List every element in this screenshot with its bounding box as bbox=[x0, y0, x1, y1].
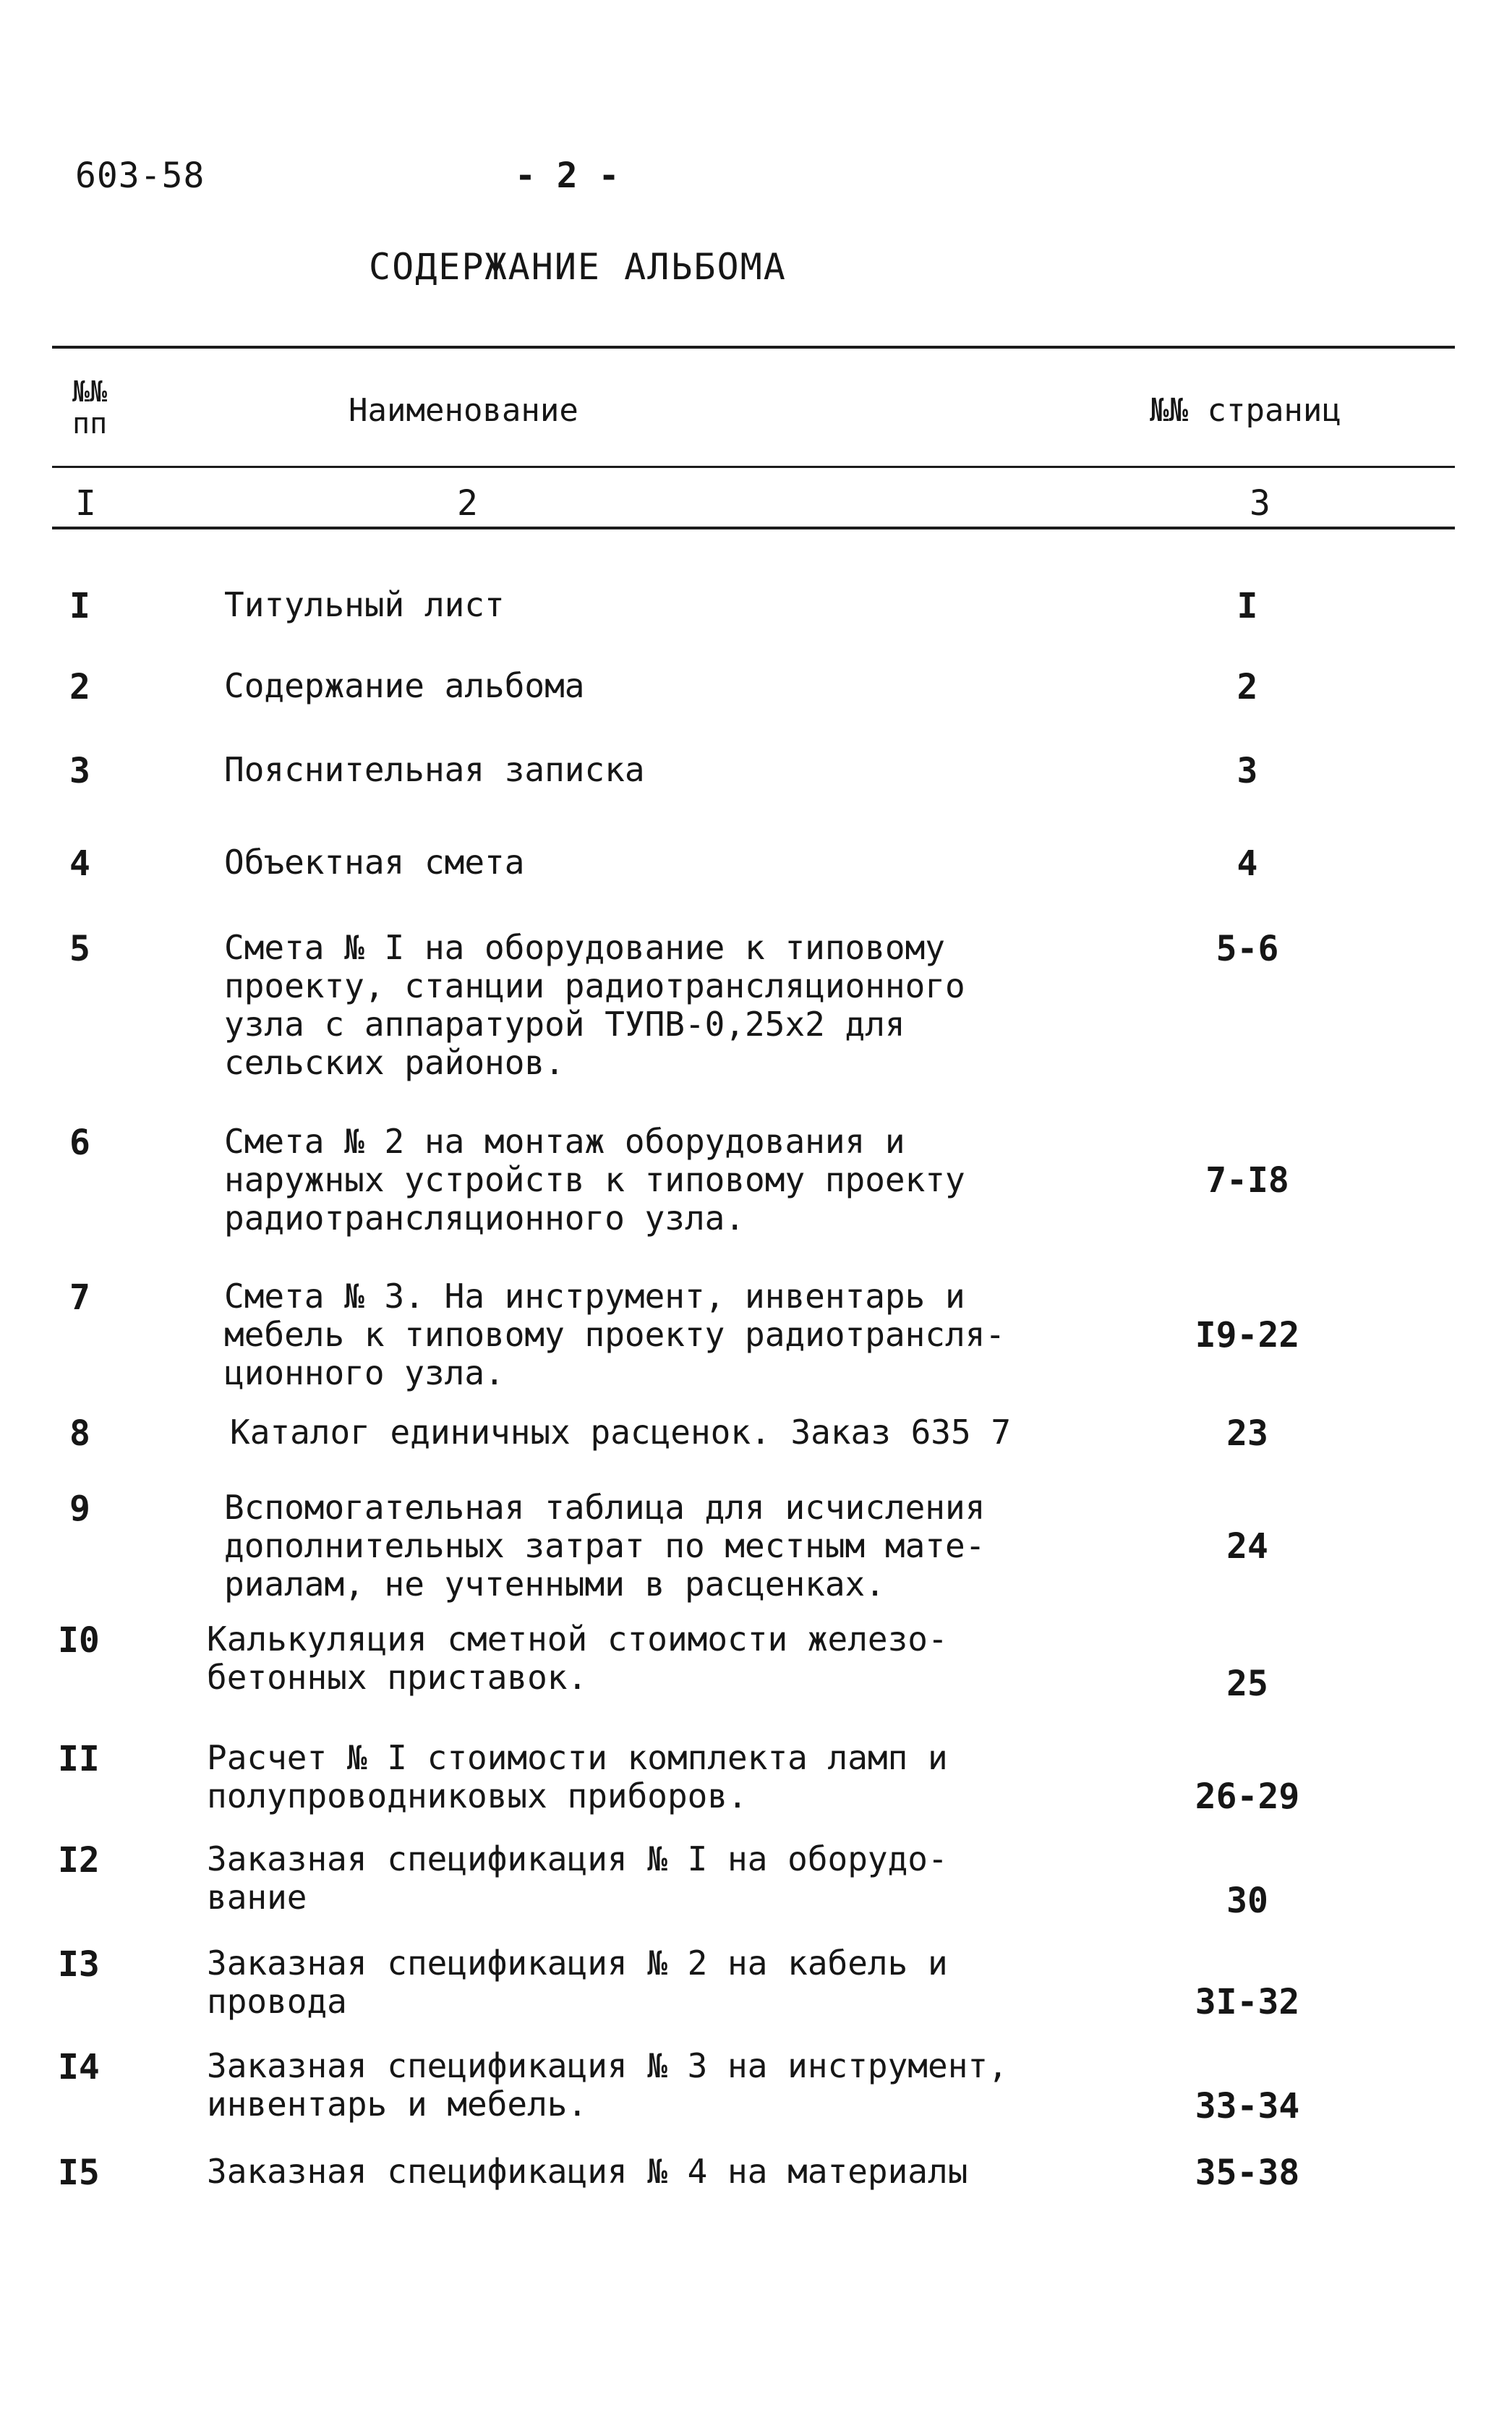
column-number-3: 3 bbox=[1250, 483, 1270, 524]
item-pages: 3I-32 bbox=[1195, 1982, 1300, 2022]
item-pages: 26-29 bbox=[1195, 1776, 1300, 1817]
item-pages: 23 bbox=[1226, 1413, 1268, 1454]
item-title: Заказная спецификация № I на оборудо- вание bbox=[207, 1839, 948, 1917]
item-title: Смета № I на оборудование к типовому проекту, станции радиотрансляционного узла с аппаратурой ТУПВ-0,25х2 для сельских районов. bbox=[224, 928, 965, 1082]
item-title: Содержание альбома bbox=[224, 666, 585, 705]
item-title: Смета № 2 на монтаж оборудования и наружных устройств к типовому проекту радиотрансляционного узла. bbox=[224, 1122, 965, 1238]
item-number: I4 bbox=[58, 2047, 100, 2087]
item-pages: 35-38 bbox=[1195, 2153, 1300, 2193]
item-pages: I9-22 bbox=[1195, 1315, 1300, 1355]
page-number: - 2 - bbox=[515, 156, 620, 196]
item-number: 4 bbox=[69, 843, 90, 884]
item-number: II bbox=[58, 1739, 100, 1779]
column-number-2: 2 bbox=[457, 483, 478, 524]
item-title: Калькуляция сметной стоимости железо- бетонных приставок. bbox=[207, 1619, 948, 1697]
item-pages: 4 bbox=[1236, 843, 1258, 884]
item-title: Смета № 3. На инструмент, инвентарь и мебель к типовому проекту радиотрансля- ционного узла. bbox=[224, 1277, 1006, 1392]
column-header-name: Наименование bbox=[349, 392, 578, 429]
item-title: Каталог единичных расценок. Заказ 635 7 bbox=[230, 1413, 1012, 1452]
item-number: I2 bbox=[58, 1840, 100, 1881]
document-title: СОДЕРЖАНИЕ АЛЬБОМА bbox=[369, 246, 787, 288]
item-pages: 2 bbox=[1236, 667, 1258, 707]
item-number: 2 bbox=[69, 667, 90, 707]
item-number: 5 bbox=[69, 929, 90, 969]
item-title: Заказная спецификация № 2 на кабель и провода bbox=[207, 1944, 948, 2021]
document-code: 603-58 bbox=[75, 156, 205, 196]
column-header-pages: №№ страниц bbox=[1150, 392, 1341, 429]
item-title: Титульный лист bbox=[224, 585, 505, 624]
item-title: Вспомогательная таблица для исчисления дополнительных затрат по местным мате- риалам, не учтенными в расценках. bbox=[224, 1488, 986, 1604]
column-header-num: №№ пп bbox=[72, 375, 108, 440]
item-title: Пояснительная записка bbox=[224, 750, 645, 789]
item-title: Заказная спецификация № 4 на материалы bbox=[207, 2152, 968, 2191]
column-number-1: I bbox=[75, 483, 96, 524]
item-number: 3 bbox=[69, 751, 90, 791]
item-number: 8 bbox=[69, 1413, 90, 1454]
item-pages: 30 bbox=[1226, 1881, 1268, 1921]
item-pages: 3 bbox=[1236, 751, 1258, 791]
item-title: Объектная смета bbox=[224, 843, 525, 882]
item-number: I5 bbox=[58, 2153, 100, 2193]
item-number: I bbox=[69, 586, 90, 626]
item-number: 6 bbox=[69, 1123, 90, 1163]
item-pages: 24 bbox=[1226, 1526, 1268, 1567]
item-pages: 5-6 bbox=[1216, 929, 1279, 969]
item-title: Расчет № I стоимости комплекта ламп и полупроводниковых приборов. bbox=[207, 1738, 948, 1815]
item-pages: 7-I8 bbox=[1205, 1160, 1289, 1201]
item-number: I3 bbox=[58, 1944, 100, 1985]
item-pages: 25 bbox=[1226, 1664, 1268, 1704]
item-pages: I bbox=[1236, 586, 1258, 626]
item-number: I0 bbox=[58, 1620, 100, 1661]
item-title: Заказная спецификация № 3 на инструмент, инвентарь и мебель. bbox=[207, 2046, 1008, 2124]
item-pages: 33-34 bbox=[1195, 2086, 1300, 2127]
item-number: 9 bbox=[69, 1489, 90, 1529]
item-number: 7 bbox=[69, 1277, 90, 1318]
